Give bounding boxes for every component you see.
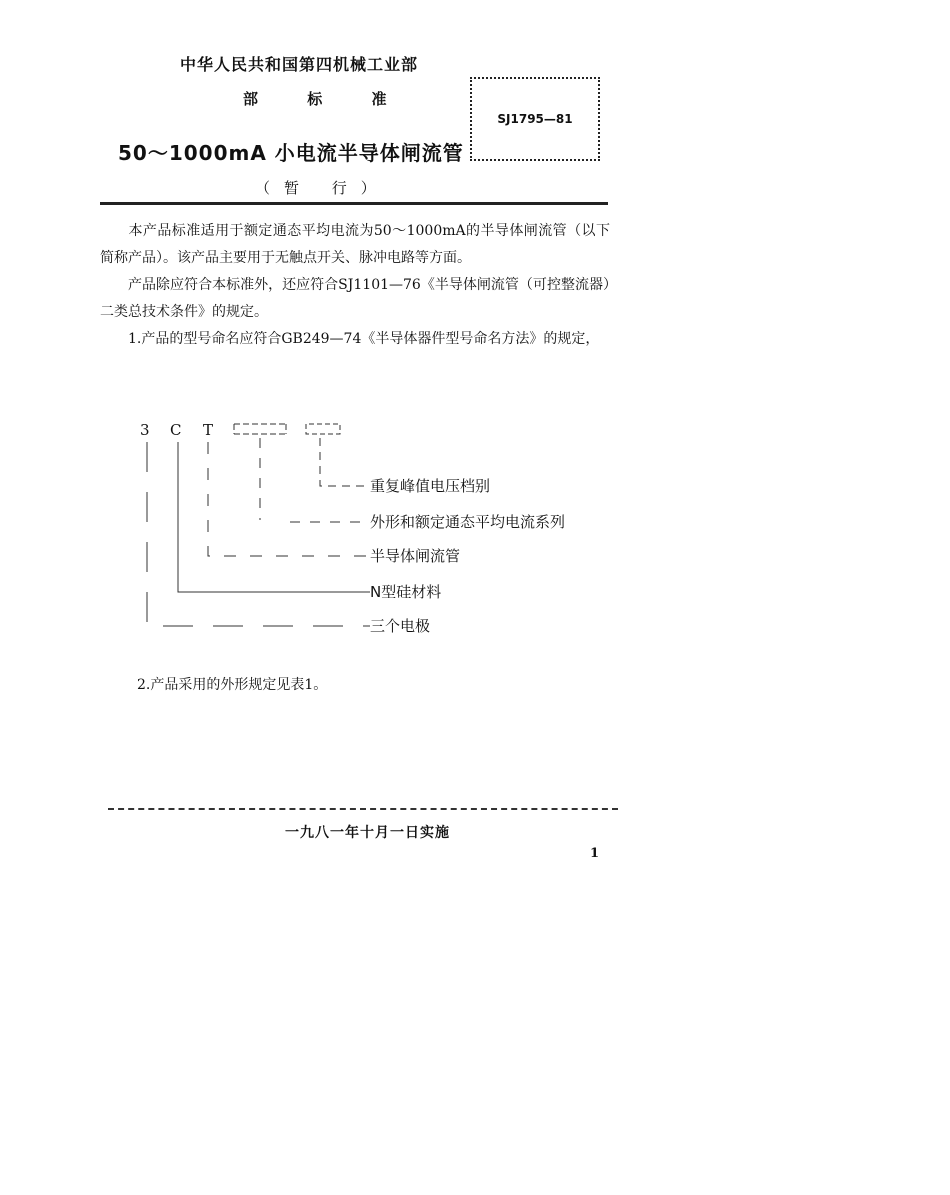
ministry-name: 中华人民共和国第四机械工业部: [180, 55, 419, 74]
model-naming-diagram: [130, 418, 620, 648]
label-outline-series: 外形和额定通态平均电流系列: [370, 513, 566, 531]
leader-thyristor: [208, 442, 370, 556]
paragraph-model-naming-text: 1.产品的型号命名应符合GB249—74《半导体器件型号命名方法》的规定，: [128, 331, 600, 347]
paragraph-compliance: [100, 272, 610, 326]
document-title: 50～1000mA 小电流半导体闸流管: [118, 141, 464, 165]
prefix-3: 3: [140, 421, 150, 439]
page-number: 1: [590, 846, 600, 861]
leader-voltage: [320, 438, 370, 486]
paragraph-outline: 2.产品采用的外形规定见表1。: [137, 677, 328, 693]
placeholder-box-series: [234, 424, 286, 434]
paragraph-model-naming: [100, 326, 610, 353]
label-material: N型硅材料: [370, 583, 442, 601]
leader-material: [178, 442, 370, 592]
placeholder-box-voltage: [306, 424, 340, 434]
label-thyristor: 半导体闸流管: [370, 547, 461, 565]
paragraph-scope: [100, 218, 610, 272]
leader-series: [260, 438, 370, 522]
standard-code: SJ1795—81: [497, 112, 573, 126]
leader-electrodes: [147, 442, 370, 626]
label-electrodes: 三个电极: [370, 617, 431, 635]
effective-date: 一九八一年十月一日实施: [285, 825, 450, 841]
header-divider: [100, 202, 608, 205]
standard-code-box: [470, 77, 600, 161]
label-voltage-grade: 重复峰值电压档别: [370, 477, 491, 495]
standard-type: 部 标 准: [243, 90, 409, 108]
paragraph-compliance-text: 产品除应符合本标准外，还应符合SJ1101—76《半导体闸流管（可控整流器）二类总技术条件》的规定。: [100, 277, 610, 320]
footer-divider: [108, 808, 618, 810]
provisional-note: （暂 行）: [255, 179, 390, 197]
paragraph-scope-text: 本产品标准适用于额定通态平均电流为50～1000mA的半导体闸流管（以下简称产品）。该产品主要用于无触点开关、脉冲电路等方面。: [100, 223, 610, 266]
prefix-t: T: [203, 421, 214, 439]
prefix-c: C: [170, 421, 182, 439]
